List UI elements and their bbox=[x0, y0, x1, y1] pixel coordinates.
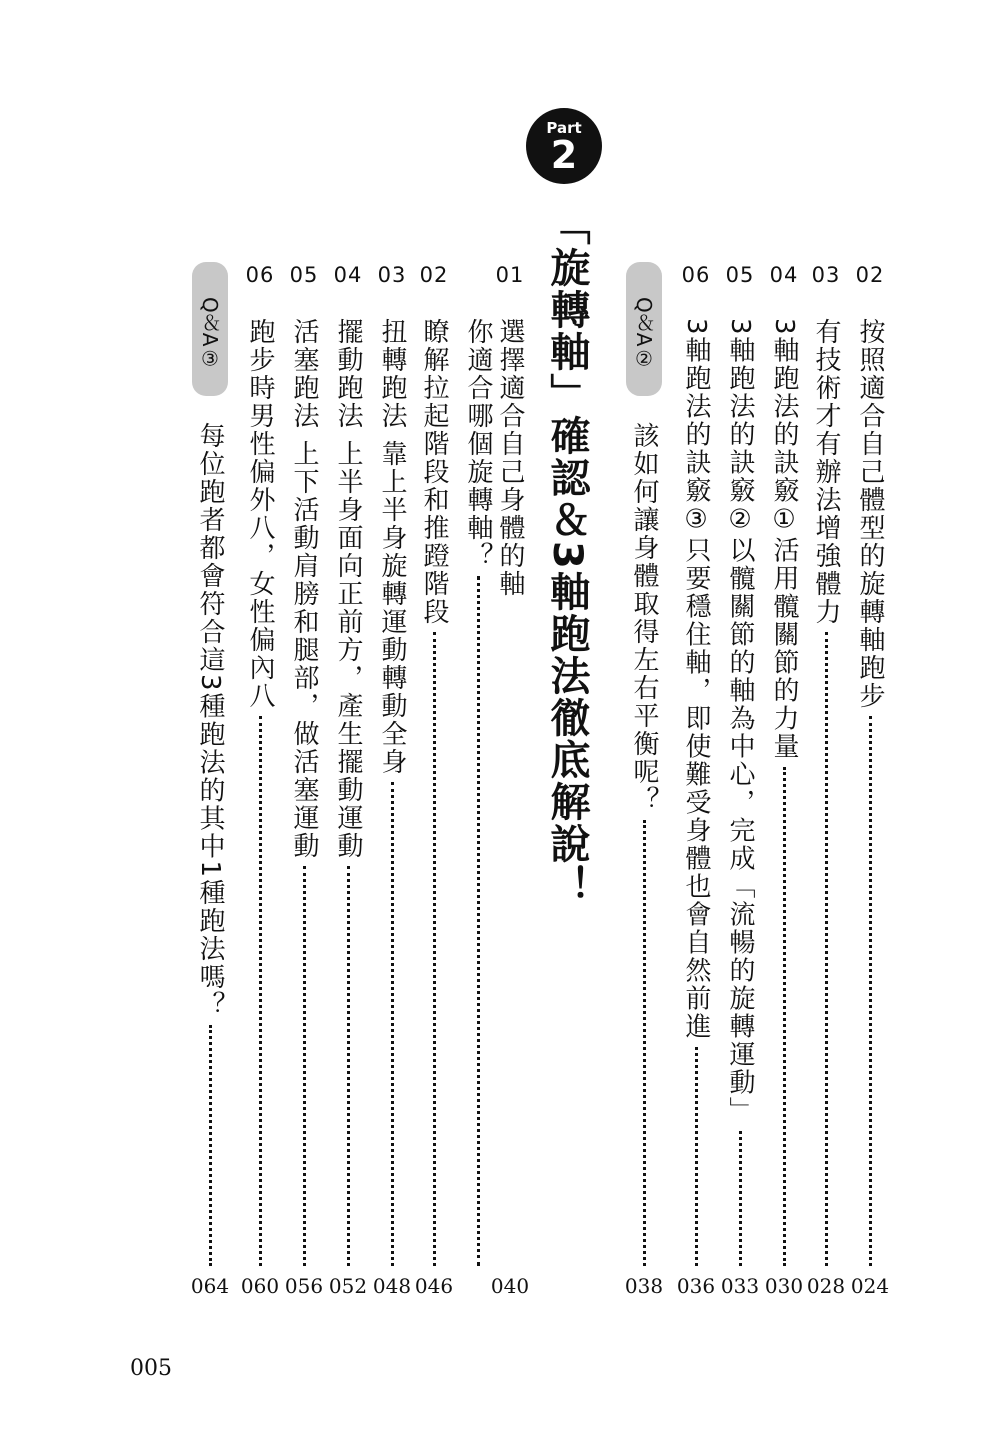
entry-page: 064 bbox=[190, 1274, 230, 1298]
entry-page: 028 bbox=[806, 1274, 846, 1298]
entry-number: 01 bbox=[495, 263, 525, 287]
leader-dots bbox=[739, 1131, 742, 1266]
entry-page: 060 bbox=[240, 1274, 280, 1298]
entry-title: 按照適合自己體型的旋轉軸跑步 bbox=[855, 318, 885, 710]
entry-number: 02 bbox=[855, 263, 885, 287]
entry-title: 瞭解拉起階段和推蹬階段 bbox=[419, 318, 449, 626]
entry-page: 038 bbox=[624, 1274, 664, 1298]
qa-badge: Q＆A③ bbox=[192, 262, 228, 396]
entry-number: 06 bbox=[245, 263, 275, 287]
part-label: Part bbox=[546, 119, 582, 137]
entry-number: 04 bbox=[333, 263, 363, 287]
entry-title: 選擇適合自己身體的軸 bbox=[495, 318, 525, 598]
entry-title: 跑步時男性偏外八，女性偏內八 bbox=[245, 318, 275, 710]
entry-page: 056 bbox=[284, 1274, 324, 1298]
entry-number: 02 bbox=[419, 263, 449, 287]
entry-page: 024 bbox=[850, 1274, 890, 1298]
entry-page: 030 bbox=[764, 1274, 804, 1298]
entry-title: 活塞跑法 上下活動肩膀和腿部，做活塞運動 bbox=[289, 318, 319, 861]
entry-subtitle: 你適合哪個旋轉軸？ bbox=[463, 318, 493, 570]
entry-title: 擺動跑法 上半身面向正前方，產生擺動運動 bbox=[333, 318, 363, 861]
entry-title: 3軸跑法的訣竅③只要穩住軸，即使難受身體也會自然前進 bbox=[681, 318, 711, 1041]
leader-dots bbox=[783, 767, 786, 1266]
leader-dots bbox=[209, 1025, 212, 1266]
entry-title: 扭轉跑法 靠上半身旋轉運動轉動全身 bbox=[377, 318, 407, 777]
entry-title: 3軸跑法的訣竅①活用髖關節的力量 bbox=[769, 318, 799, 761]
entry-page: 040 bbox=[490, 1274, 530, 1298]
section-title: 「旋轉軸」確認＆3軸跑法徹底解說！ bbox=[544, 205, 590, 907]
leader-dots bbox=[643, 820, 646, 1266]
entry-page: 048 bbox=[372, 1274, 412, 1298]
leader-dots bbox=[259, 716, 262, 1266]
leader-dots bbox=[303, 866, 306, 1266]
leader-dots bbox=[391, 782, 394, 1266]
part-number: 2 bbox=[550, 133, 578, 177]
entry-title: 有技術才有辦法增強體力 bbox=[811, 318, 841, 626]
leader-dots bbox=[695, 1047, 698, 1266]
entry-number: 06 bbox=[681, 263, 711, 287]
entry-number: 03 bbox=[811, 263, 841, 287]
entry-number: 05 bbox=[725, 263, 755, 287]
page-number: 005 bbox=[130, 1356, 172, 1381]
leader-dots bbox=[825, 632, 828, 1266]
entry-page: 033 bbox=[720, 1274, 760, 1298]
qa-badge: Q＆A② bbox=[626, 262, 662, 396]
entry-number: 05 bbox=[289, 263, 319, 287]
entry-title: 該如何讓身體取得左右平衡呢？ bbox=[629, 422, 659, 814]
entry-number: 03 bbox=[377, 263, 407, 287]
entry-page: 052 bbox=[328, 1274, 368, 1298]
leader-dots bbox=[477, 576, 480, 1266]
leader-dots bbox=[869, 716, 872, 1266]
leader-dots bbox=[347, 866, 350, 1266]
part-badge bbox=[526, 108, 602, 184]
entry-page: 046 bbox=[414, 1274, 454, 1298]
entry-page: 036 bbox=[676, 1274, 716, 1298]
entry-number: 04 bbox=[769, 263, 799, 287]
leader-dots bbox=[433, 632, 436, 1266]
entry-title: 每位跑者都會符合這3種跑法的其中1種跑法嗎？ bbox=[195, 422, 225, 1020]
entry-title: 3軸跑法的訣竅②以髖關節的軸為中心，完成「流暢的旋轉運動」 bbox=[725, 318, 755, 1125]
